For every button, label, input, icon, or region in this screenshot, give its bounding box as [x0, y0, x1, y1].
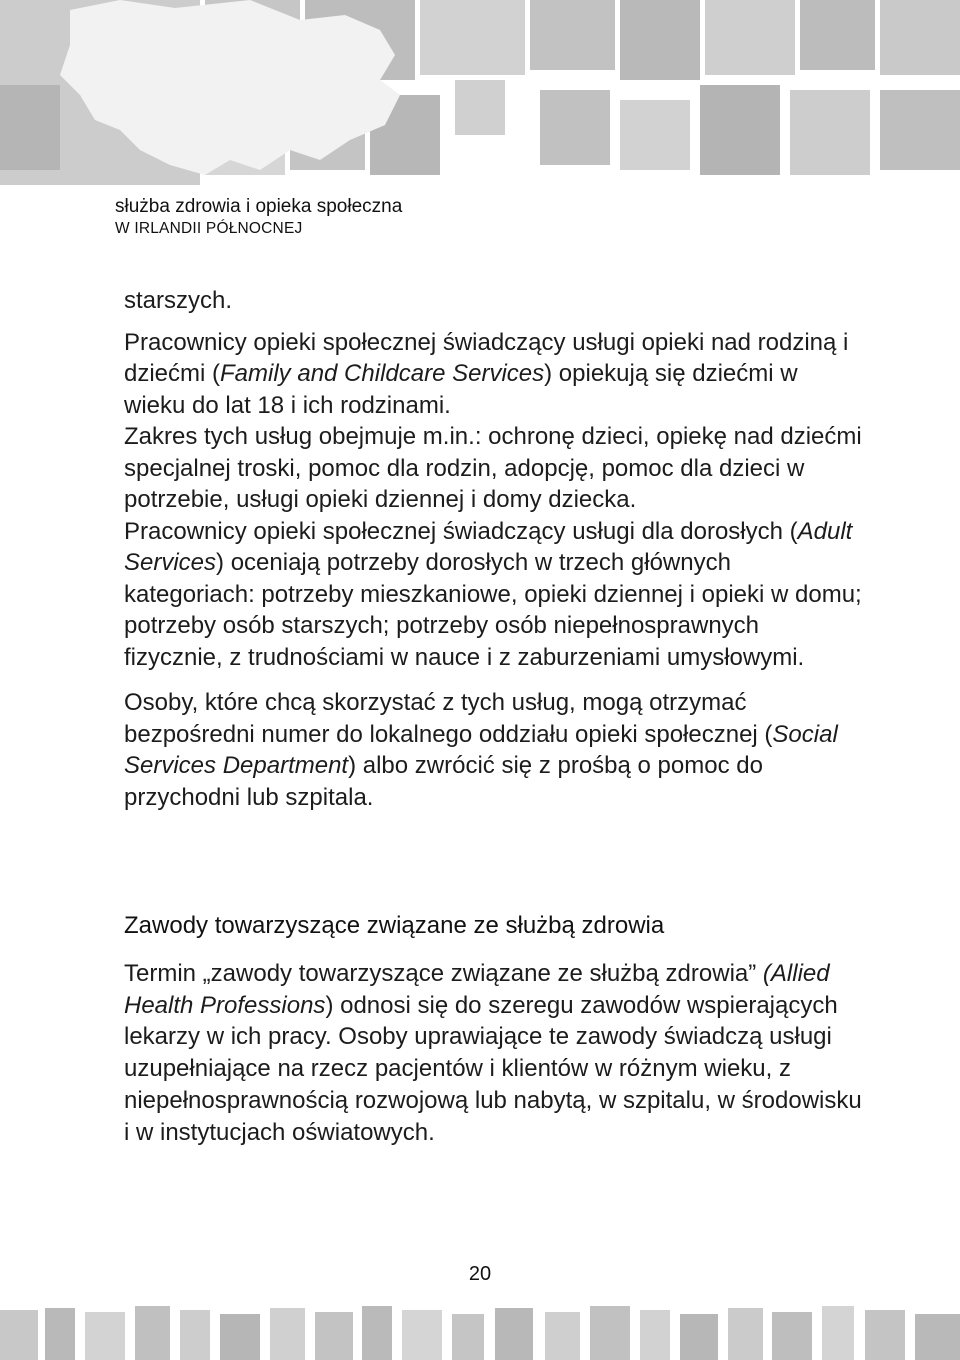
grey-square: [0, 85, 60, 170]
text-span: ) opiekują się dziećmi w wieku do lat 18 i ich rodzinami.: [124, 360, 798, 419]
grey-square: [822, 1306, 854, 1360]
grey-square: [590, 1306, 630, 1360]
term-family-childcare: Family and Childcare Services: [220, 360, 545, 387]
grey-square: [420, 0, 525, 75]
grey-square: [545, 1312, 580, 1360]
grey-square: [700, 85, 780, 175]
text-span: Termin „zawody towarzyszące związane ze służbą zdrowia”: [124, 960, 763, 987]
grey-square: [728, 1308, 763, 1360]
text-span: Zakres tych usług obejmuje m.in.: ochronę dzieci, opiekę nad dziećmi specjalnej troski, pomoc dla rodzin, adopcję, pomoc dla dzieci w potrzebie, usługi opieki dziennej i domy dziecka.: [124, 423, 862, 513]
grey-square: [772, 1312, 812, 1360]
paragraph-continuation: starszych.: [124, 287, 233, 314]
term-social-services: Social Services Department: [124, 720, 838, 779]
grey-square: [705, 0, 795, 75]
text-span: ) odnosi się do szeregu zawodów wspierających lekarzy w ich pracy. Osoby uprawiające te zawody świadczą usługi uzupełniające na rzecz pacjentów i klientów w różnym wieku, z niepełnosprawnością rozwojową lub nabytą, w szpitalu, w środowisku i w instytucjach oświatowych.: [124, 991, 862, 1146]
grey-square: [0, 1310, 38, 1360]
grey-square: [880, 0, 960, 75]
section-heading: Zawody towarzyszące związane ze służbą zdrowia: [124, 912, 665, 939]
grey-square: [495, 1308, 533, 1360]
grey-square: [362, 1306, 392, 1360]
section-body: [124, 958, 864, 1148]
grey-square: [270, 1308, 305, 1360]
text-span: ) oceniają potrzeby dorosłych w trzech głównych kategoriach: potrzeby mieszkaniowe, opieki dziennej i opieki w domu; potrzeby osób starszych; potrzeby osób niepełnosprawnych fizycznie, z trudnościami w nauce i z zaburzeniami umysłowymi.: [124, 549, 862, 671]
grey-square: [540, 90, 610, 165]
text-span: ) albo zwrócić się z prośbą o pomoc do przychodni lub szpitala.: [124, 752, 763, 811]
grey-square: [680, 1314, 718, 1360]
grey-square: [402, 1310, 442, 1360]
paragraph-contact: [124, 687, 864, 813]
text-span: Osoby, które chcą skorzystać z tych usług, mogą otrzymać bezpośredni numer do lokalnego oddziału opieki społecznej (: [124, 689, 773, 748]
grey-square: [452, 1314, 484, 1360]
term-adult-services: Adult Services: [124, 517, 853, 576]
grey-square: [880, 90, 960, 170]
grey-square: [640, 1310, 670, 1360]
decorative-footer-graphic: [0, 1300, 960, 1360]
paragraph-adult-services: [124, 516, 864, 674]
header-subtitle: W IRLANDII PÓŁNOCNEJ: [115, 220, 303, 237]
grey-square: [220, 1314, 260, 1360]
decorative-header-graphic: [0, 0, 960, 185]
text-span: Pracownicy opieki społecznej świadczący usługi opieki nad rodziną i dziećmi (: [124, 328, 849, 387]
page-number: 20: [468, 1263, 492, 1285]
paragraph-allied-health: [124, 958, 864, 1148]
grey-square: [180, 1310, 210, 1360]
grey-square: [790, 90, 870, 175]
grey-square: [865, 1310, 905, 1360]
text-span: Pracownicy opieki społecznej świadczący usługi dla dorosłych (: [124, 517, 798, 545]
running-header: [115, 196, 402, 240]
grey-square: [620, 100, 690, 170]
grey-square: [455, 80, 505, 135]
grey-square: [620, 0, 700, 80]
grey-square: [530, 0, 615, 70]
grey-square: [315, 1312, 353, 1360]
grey-square: [135, 1306, 170, 1360]
grey-square: [800, 0, 875, 70]
header-title: służba zdrowia i opieka społeczna: [115, 196, 403, 217]
term-allied-health: (Allied Health Professions: [124, 960, 830, 1019]
grey-square: [915, 1314, 960, 1360]
main-text: [124, 285, 864, 813]
paragraph-family-services: [124, 327, 864, 516]
grey-square: [45, 1308, 75, 1360]
grey-square: [85, 1312, 125, 1360]
